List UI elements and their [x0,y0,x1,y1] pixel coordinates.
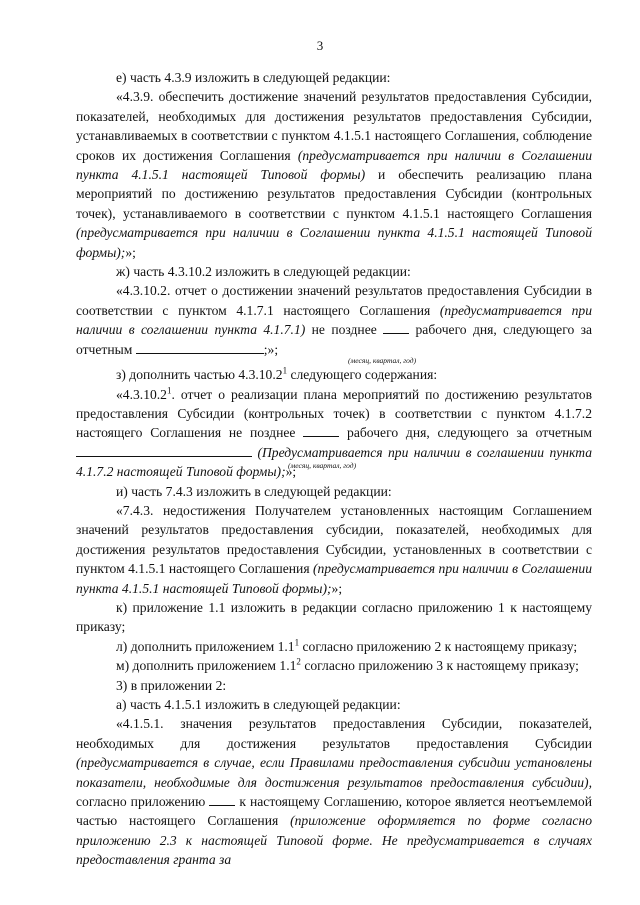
paragraph-m [76,656,592,675]
p14-text-d: к настоящему Соглашению, которое является неотъемлемой частью настоящего Соглашения [76,794,592,829]
p4-text-e: ;»; [263,341,279,357]
paragraph-zh [76,262,592,281]
p14-text-c: согласно приложению [76,794,210,810]
paragraph-zh-text: ж) часть 4.3.10.2 изложить в следующей редакции: [116,264,411,280]
p14-italic-e: (приложение оформляется по форме согласно приложению 2.3 к настоящей Типовой форме. Не предусматривается в случаях предоставления гранта за [76,813,592,868]
paragraph-k-text: к) приложение 1.1 изложить в редакции согласно приложению 1 к настоящему приказу; [76,599,592,635]
p10-text-b: согласно приложению 2 к настоящему приказу; [299,638,578,654]
p8-italic-b: (предусматривается при наличии в Соглашении пункта 4.1.5.1 настоящей Типовой формы); [76,561,592,596]
paragraph-k [76,598,592,637]
blank-days-2 [303,423,339,437]
p11-text-b: согласно приложению 3 к настоящему приказу; [300,658,579,674]
blank-period-1 [136,340,264,354]
paragraph-i [76,482,592,501]
p5-text-b: следующего содержания: [287,367,438,383]
p4-italic-b: (предусматривается при наличии в соглашении пункта 4.1.7.1) [76,302,592,338]
paragraph-3 [76,676,592,695]
p5-superscript: 1 [282,365,288,376]
blank-days-1 [383,320,409,334]
p2-text-a: «4.3.9. обеспечить достижение значений результатов предоставления Субсидии, показателей, необходимых для достижения результатов предоставления Субсидии, устанавливаемых в соответствии с пунктом 4.1.5.1 настоящего Соглашения, соблюдение сроков их достижения Соглашения [76,89,592,163]
paragraph-e [76,68,592,87]
paragraph-7-4-3 [76,501,592,598]
p11-text-a: м) дополнить приложением 1.1 [116,658,297,674]
paragraph-l [76,637,592,656]
paragraph-4-3-9 [76,87,592,262]
hint-period-2: (месяц, квартал, год) [288,460,357,470]
p4-text-d: рабочего дня, следующего за отчетным [76,322,593,357]
paragraph-4-3-10-2 [76,281,592,359]
p10-text-a: л) дополнить приложением 1.1 [116,638,295,654]
p8-text-a: «7.4.3. недостижения Получателем установленных настоящим Соглашением значений результатов предоставления субсидии, показателей, необходимых для достижения результатов предоставления Субсидии, установленных в соответствии с пунктом 4.1.5.1 настоящего Соглашения [76,502,592,577]
document-body [76,68,592,870]
p6-superscript: 1 [166,384,172,395]
p2-italic-d: (предусматривается при наличии в Соглашении пункта 4.1.5.1 настоящей Типовой формы); [76,225,592,260]
p4-text-a: «4.3.10.2. отчет о достижении значений результатов предоставления Субсидии в соответствии с пунктом 4.1.7.1 настоящего Соглашения [76,283,592,318]
p10-superscript: 1 [294,637,300,648]
page-number: 3 [316,38,324,53]
p2-text-c: и обеспечить реализацию плана мероприятий по достижению результатов предоставления Субсидии (контрольных точек), устанавливаемого в соответствии с пунктом 4.1.5.1 настоящего Соглашения [76,167,592,221]
p6-text-f: »; [285,464,297,480]
p2-text-e: »; [125,244,136,260]
paragraph-4-1-5-1 [76,714,592,869]
paragraph-a-text: а) часть 4.1.5.1 изложить в следующей редакции: [116,697,401,712]
p6-italic-e: (Предусматривается при наличии в соглашении пункта 4.1.7.2 настоящей Типовой формы); [76,444,592,480]
blank-period-2 [76,443,252,457]
p14-text-a: «4.1.5.1. значения результатов предоставления Субсидии, показателей, необходимых для достижения результатов предоставления Субсидии [76,716,592,751]
blank-appendix [209,792,235,806]
p2-italic-b: (предусматривается при наличии в Соглашении пункта 4.1.5.1 настоящей Типовой формы) [76,147,592,183]
p5-text-a: з) дополнить частью 4.3.10.2 [116,367,283,383]
p11-superscript: 2 [296,656,301,667]
paragraph-z [76,365,592,384]
hint-period-1: (месяц, квартал, год) [348,356,417,366]
p8-text-c: »; [331,580,343,596]
paragraph-i-text: и) часть 7.4.3 изложить в следующей редакции: [116,483,392,499]
p6-text-a: «4.3.10.2 [116,386,167,402]
paragraph-e-text: е) часть 4.3.9 изложить в следующей редакции: [116,70,391,85]
p6-text-c: рабочего дня, следующего за отчетным [339,425,592,441]
paragraph-3-text: 3) в приложении 2: [116,677,227,693]
paragraph-a [76,695,592,714]
p14-italic-b: (предусматривается в случае, если Правилами предоставления субсидии установлены показатели, необходимые для достижения результатов предоставления субсидии), [76,755,592,790]
p6-text-b: . отчет о реализации плана мероприятий по достижению результатов предоставления Субсидии (контрольных точек) в соответствии с пунктом 4.1.7.2 настоящего Соглашения не позднее [76,386,592,441]
p4-text-c: не позднее [305,322,384,338]
